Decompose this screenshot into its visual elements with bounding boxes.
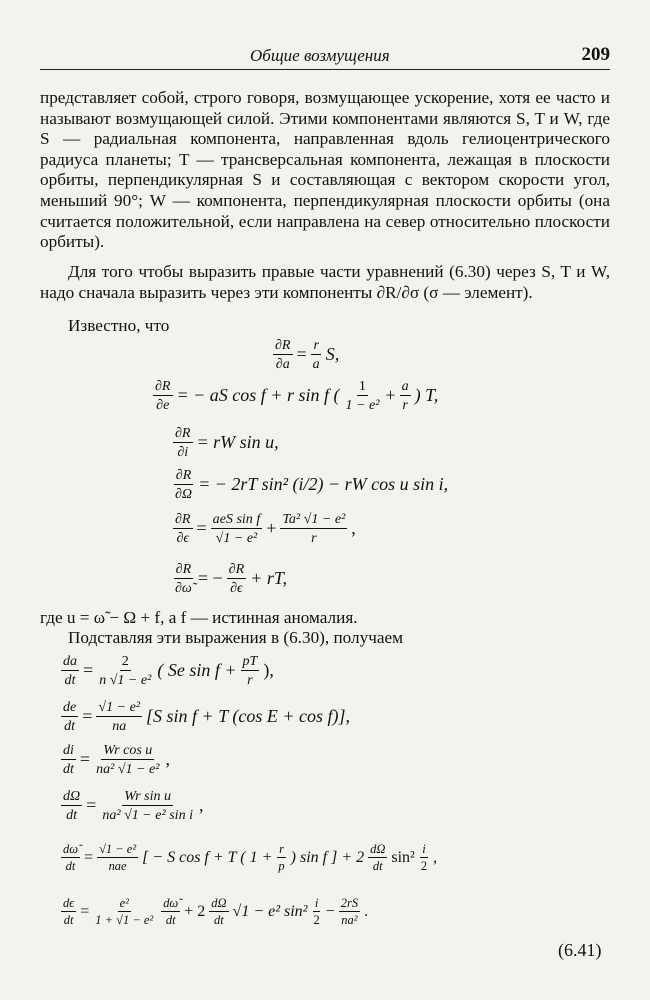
page-header bbox=[40, 44, 610, 68]
paragraph-known: Известно, что bbox=[68, 316, 170, 335]
equation-depsilon-dt: $\frac{d\epsilon}{dt}$ = $\frac{\text{e²}}{\text{1 + √1 − e²}}$ $\frac{d\omegã}{dt}$ + 2 $\frac{d\Omega}{dt}$ √1 − e² sin² $\frac{i}{2}$ − $\frac{2rS}{\text{na²}}$ . bbox=[63, 896, 369, 928]
equation-dR-de: $\frac{\partial R}{\partial e}$ = − aS cos f + r sin f ( $\frac{1}{\text{1 − e²}}$ + $\frac{a}{r}$ ) T, bbox=[155, 378, 439, 414]
equation-number: (6.41) bbox=[558, 940, 602, 960]
equation-domega-dt: $\frac{d\omegã}{dt}$ = $\frac{\text{√1 − e²}}{\text{nae}}$ [ − S cos f + T ( 1 + $\frac{r}{p}$ ) sin f ] + 2 $\frac{d\Omega}{dt}$ sin² $\frac{i}{2}$ , bbox=[63, 842, 438, 874]
equation-dR-depsilon: $\frac{\partial R}{\partial\epsilon}$ = $\frac{\text{aeS sin f}}{\text{√1 − e²}}$ + $\frac{\text{Ta² √1 − e²}}{r}$ , bbox=[175, 511, 356, 547]
paragraph-where-u: где u = ω̃ − Ω + f, а f — истинная аномалия. bbox=[40, 608, 358, 627]
equation-da-dt: $\frac{da}{dt}$ = $\frac{2}{\text{n √1 − e²}}$ ( Se sin f + $\frac{pT}{r}$ ), bbox=[63, 653, 274, 689]
paragraph-express: Для того чтобы выразить правые части уравнений (6.30) через S, T и W, надо сначала выразить через эти компоненты ∂R/∂σ (σ — элемент). bbox=[40, 262, 610, 302]
equation-di-dt: $\frac{di}{dt}$ = $\frac{\text{Wr cos u}}{\text{na² √1 − e²}}$ , bbox=[63, 742, 170, 778]
equation-de-dt: $\frac{de}{dt}$ = $\frac{\text{√1 − e²}}{na}$ [S sin f + T (cos E + cos f)], bbox=[63, 699, 351, 735]
equation-dR-dOmega: $\frac{\partial R}{\partial\Omega}$ = − 2rT sin² (i/2) − rW cos u sin i, bbox=[175, 467, 449, 503]
equation-dR-domega: $\frac{\partial R}{\partial\omegã}$ = − $\frac{\partial R}{\partial\epsilon}$ + rT, bbox=[175, 561, 287, 597]
equation-dR-da: $\frac{\partial R}{\partial a}$ = $\frac{r}{a}$ S, bbox=[275, 337, 340, 373]
running-title: Общие возмущения bbox=[250, 46, 390, 65]
paragraph-components: представляет собой, строго говоря, возмущающее ускорение, хотя ее часто и называют возмущающей силой. Этими компонентами являются S, T и W, где S — радиальная компонента, направленная вдоль гелиоцентрического радиуса планеты; T — трансверсальная компонента, лежащая в плоскости орбиты, перпендикулярная S и составляющая с вектором скорости угол, меньший 90°; W — компонента, перпендикулярная плоскости орбиты (она считается положительной, если направлена на север относительно плоскости орбиты). bbox=[40, 88, 610, 252]
equation-dR-di: $\frac{\partial R}{\partial i}$ = rW sin u, bbox=[175, 425, 279, 461]
page-number: 209 bbox=[581, 44, 610, 65]
header-rule bbox=[40, 69, 610, 70]
equation-dOmega-dt: $\frac{d\Omega}{dt}$ = $\frac{\text{Wr sin u}}{\text{na² √1 − e² sin i}}$ , bbox=[63, 788, 204, 824]
paragraph-substituting: Подставляя эти выражения в (6.30), получаем bbox=[68, 628, 403, 647]
